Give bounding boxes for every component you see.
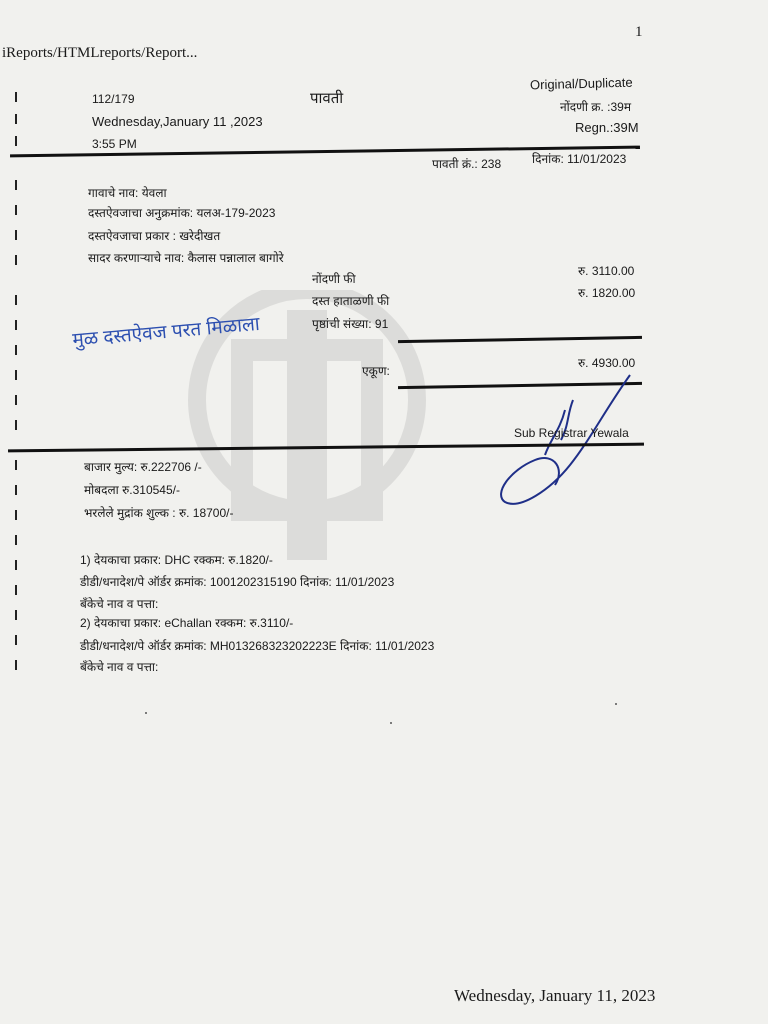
payment-1-type: 1) देयकाचा प्रकार: DHC रक्कम: रु.1820/-	[80, 553, 273, 567]
page-count: पृष्ठांची संख्या: 91	[312, 317, 389, 331]
footer-date: Wednesday, January 11, 2023	[454, 986, 656, 1005]
report-path: iReports/HTMLreports/Report...	[2, 45, 198, 61]
stamp-duty: भरलेले मुद्रांक शुल्क : रु. 18700/-	[84, 506, 234, 520]
registration-number: नोंदणी क्र. :39म	[560, 100, 631, 114]
page-number: 1	[635, 24, 643, 40]
registration-fee-label: नोंदणी फी	[312, 272, 356, 286]
payment-2-reference: डीडी/धनादेश/पे ऑर्डर क्रमांक: MH013268323202223E दिनांक: 11/01/2023	[80, 639, 435, 653]
total-value: रु. 4930.00	[578, 356, 636, 370]
regn-number: Regn.:39M	[575, 120, 639, 135]
receipt-date: दिनांक: 11/01/2023	[532, 152, 627, 166]
handling-fee-label: दस्त हाताळणी फी	[312, 294, 390, 308]
copy-type: Original/Duplicate	[529, 74, 633, 93]
receipt-serial: 112/179	[92, 92, 135, 106]
receipt-number: पावती क्रं.: 238	[432, 157, 502, 171]
village-name: गावाचे नाव: येवला	[88, 186, 167, 200]
total-label: एकूण:	[362, 364, 390, 378]
consideration-amount: मोबदला रु.310545/-	[84, 483, 180, 497]
payment-1-bank: बँकेचे नाव व पत्ता:	[80, 597, 159, 611]
payment-1-reference: डीडी/धनादेश/पे ऑर्डर क्रमांक: 1001202315190 दिनांक: 11/01/2023	[80, 575, 395, 589]
handling-fee-value: रु. 1820.00	[578, 286, 636, 300]
payment-2-type: 2) देयकाचा प्रकार: eChallan रक्कम: रु.3110/-	[80, 616, 294, 630]
receipt-title: पावती	[310, 90, 344, 107]
registration-fee-value: रु. 3110.00	[578, 264, 635, 278]
signatory-title: Sub Registrar Yewala	[514, 426, 629, 440]
document-serial: दस्तऐवजाचा अनुक्रमांक: यलअ-179-2023	[88, 206, 276, 220]
print-date: Wednesday,January 11 ,2023	[92, 114, 263, 129]
returned-original-stamp: मुळ दस्तऐवज परत मिळाला	[71, 313, 261, 352]
print-time: 3:55 PM	[92, 137, 137, 151]
payment-2-bank: बँकेचे नाव व पत्ता:	[80, 660, 159, 674]
presenter-name: सादर करणाऱ्याचे नाव: कैलास पन्नालाल बागोरे	[88, 251, 284, 265]
document-type: दस्तऐवजाचा प्रकार : खरेदीखत	[88, 229, 221, 243]
market-value: बाजार मुल्य: रु.222706 /-	[84, 460, 202, 474]
fees-rule-top	[398, 336, 642, 343]
